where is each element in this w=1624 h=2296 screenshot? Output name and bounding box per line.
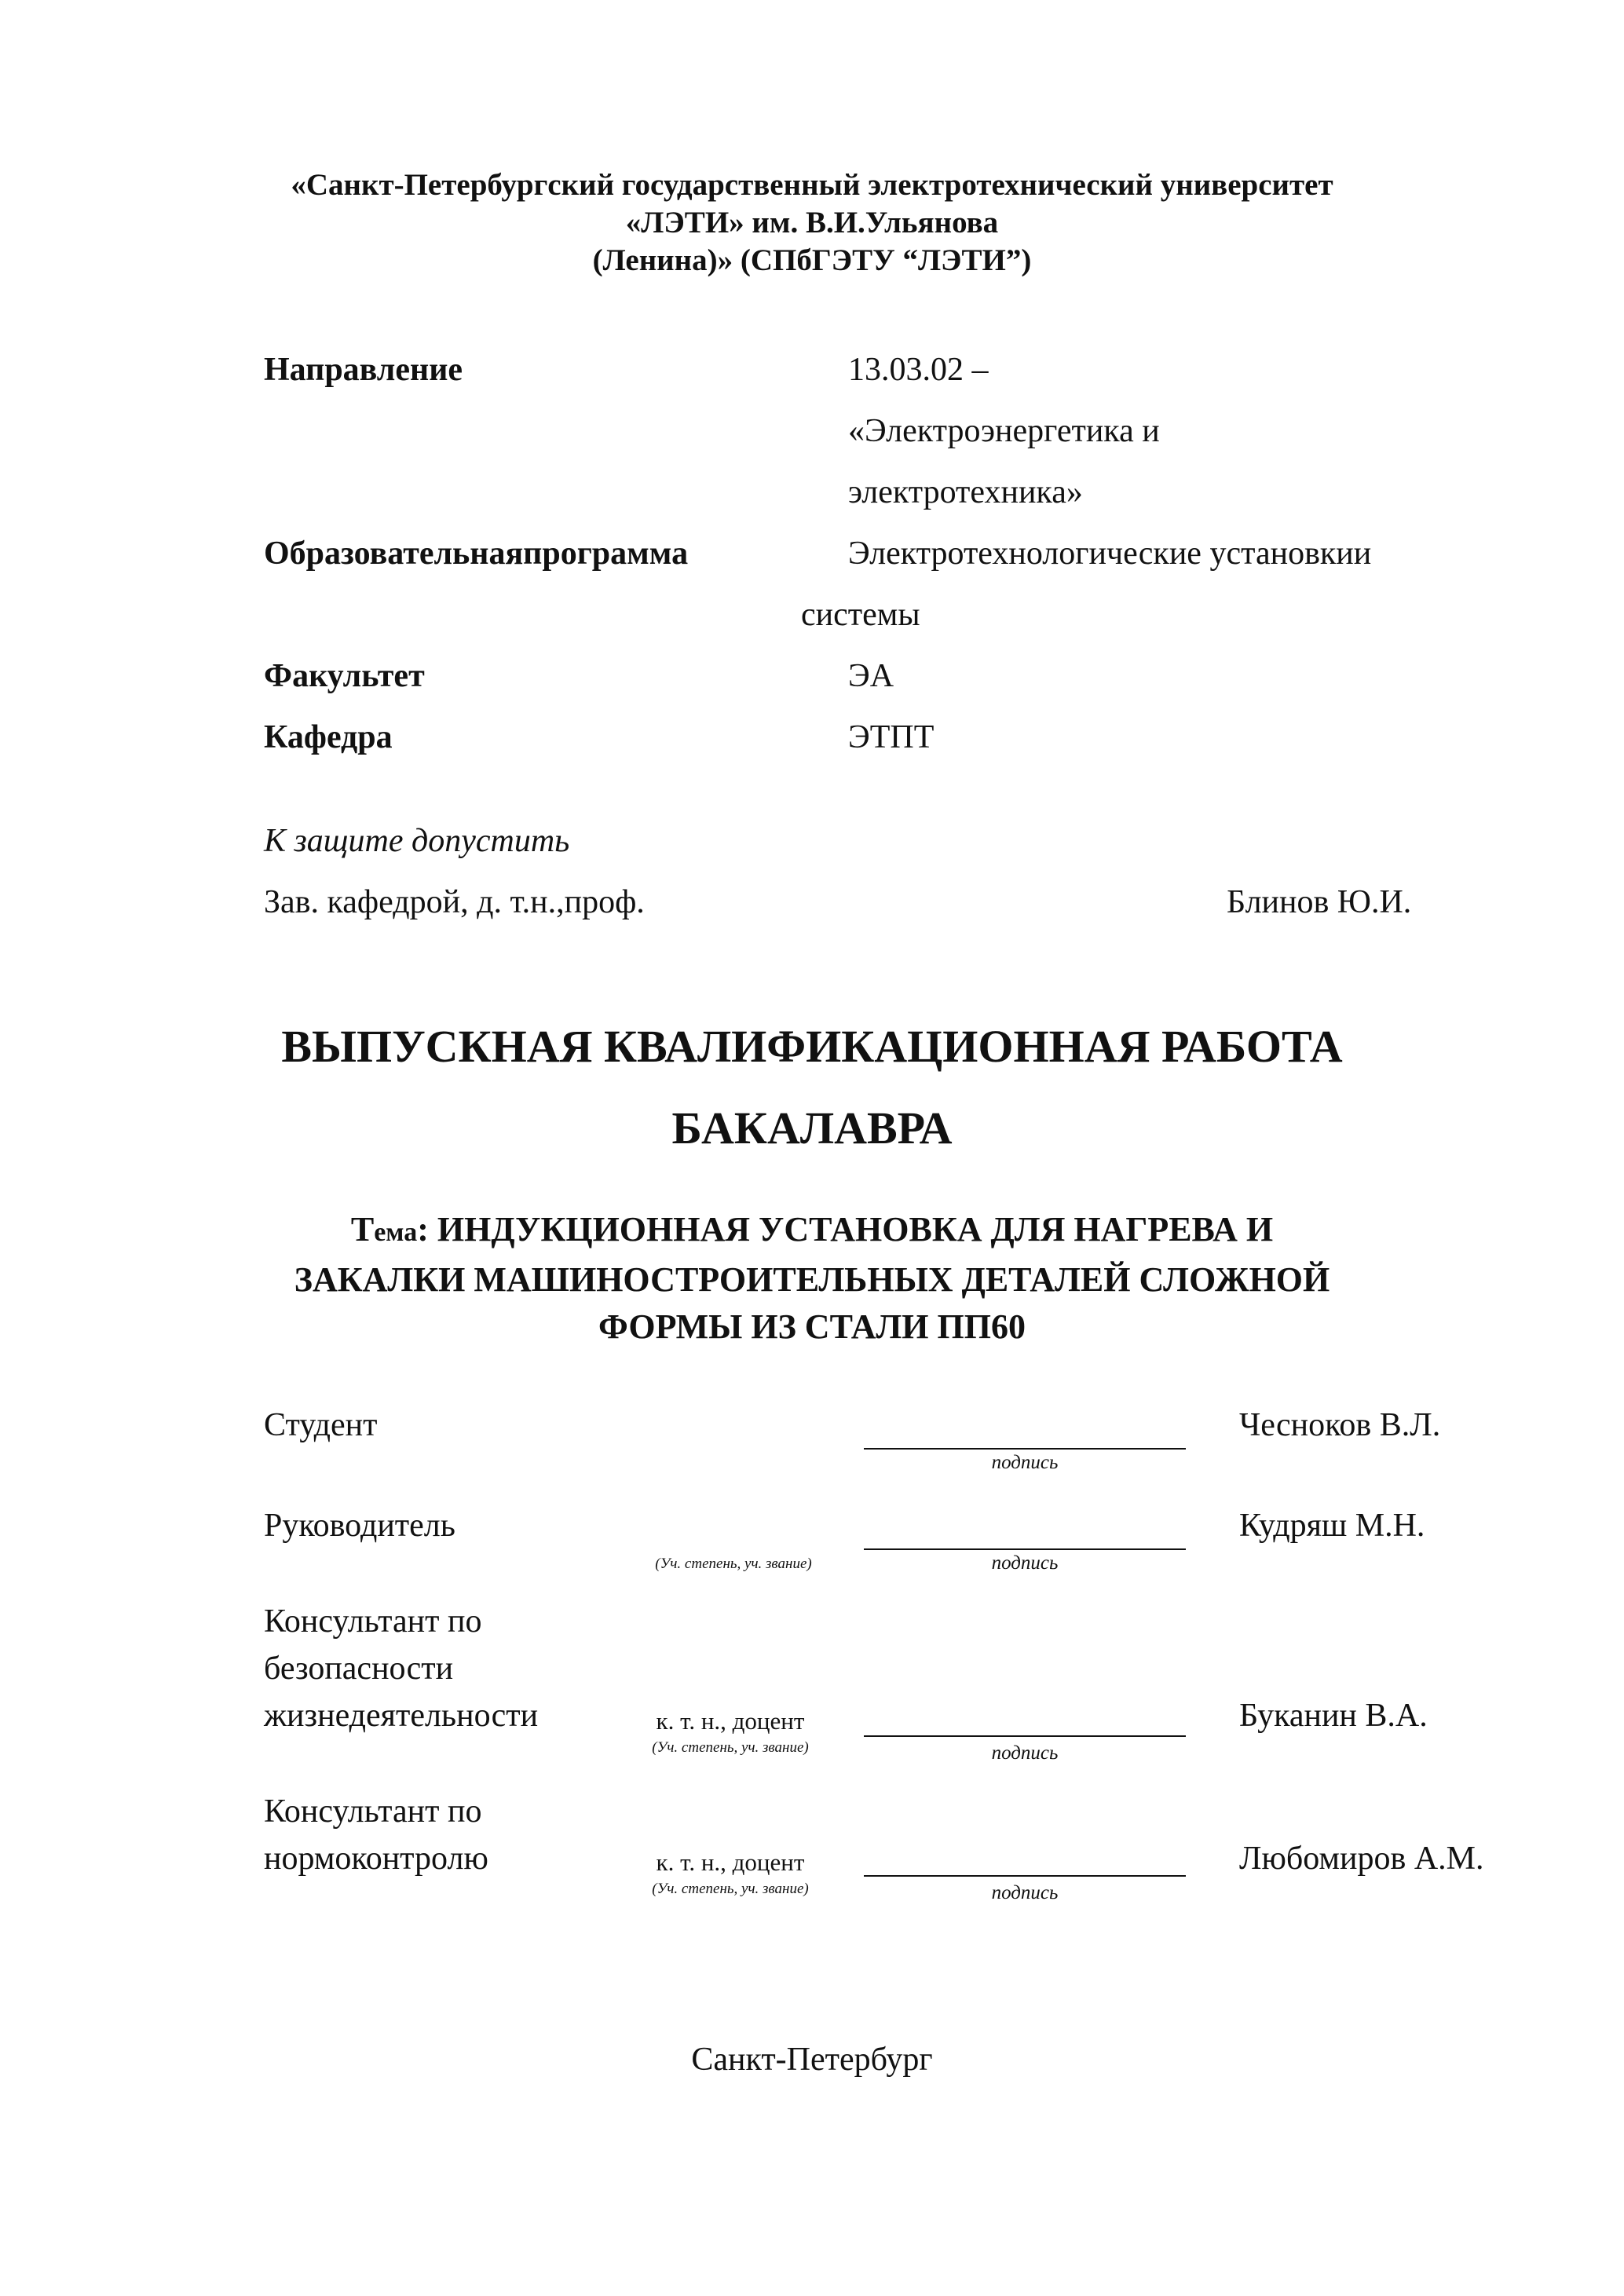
student-name: Чесноков В.Л. (1239, 1407, 1441, 1443)
direction-value-2: «Электроэнергетика и (848, 413, 1160, 449)
norm-consultant-role-1: Консультант по (264, 1793, 482, 1830)
program-label: Образовательнаяпрограмма (264, 536, 689, 572)
department-label: Кафедра (264, 719, 393, 755)
direction-value-3: электротехника» (848, 474, 1083, 510)
topic-prefix-rest: ема (374, 1218, 418, 1247)
program-value-1: Электротехнологические установкии (848, 536, 1372, 572)
topic-line-1-text: ИНДУКЦИОННАЯ УСТАНОВКА ДЛЯ НАГРЕВА И (437, 1210, 1274, 1249)
safety-consultant-signature-line (864, 1735, 1186, 1737)
topic-line-3: ФОРМЫ ИЗ СТАЛИ ПП60 (598, 1307, 1026, 1346)
norm-consultant-degree: к. т. н., доцент (656, 1848, 805, 1876)
topic-line-2: ЗАКАЛКИ МАШИНОСТРОИТЕЛЬНЫХ ДЕТАЛЕЙ СЛОЖНОЙ (294, 1260, 1330, 1299)
topic (0, 1206, 1624, 1351)
norm-consultant-role-2: нормоконтролю (264, 1841, 488, 1877)
department-head-name: Блинов Ю.И. (1227, 884, 1412, 920)
safety-consultant-name: Буканин В.А. (1239, 1698, 1428, 1734)
university-line-1: «Санкт-Петербургский государственный электротехнический университет (291, 168, 1333, 202)
norm-consultant-name: Любомиров А.М. (1239, 1841, 1484, 1877)
department-value: ЭТПТ (848, 719, 935, 755)
norm-consultant-degree-caption: (Уч. степень, уч. звание) (652, 1881, 809, 1897)
direction-label: Направление (264, 352, 463, 388)
work-title-line-1: ВЫПУСКНАЯ КВАЛИФИКАЦИОННАЯ РАБОТА (281, 1021, 1343, 1072)
city: Санкт-Петербург (691, 2042, 933, 2078)
topic-line-1 (0, 1206, 1624, 1256)
supervisor-signature-caption: подпись (991, 1552, 1059, 1574)
work-title-line-2: БАКАЛАВРА (671, 1102, 953, 1153)
safety-consultant-degree: к. т. н., доцент (656, 1707, 805, 1735)
admission-label: К защите допустить (264, 823, 570, 859)
supervisor-signature-line (864, 1548, 1186, 1550)
topic-prefix-cap: Т (350, 1210, 375, 1249)
faculty-label: Факультет (264, 658, 425, 694)
supervisor-role: Руководитель (264, 1508, 455, 1544)
direction-value-1: 13.03.02 – (848, 352, 989, 388)
supervisor-degree-caption: (Уч. степень, уч. звание) (655, 1556, 812, 1572)
department-head-title: Зав. кафедрой, д. т.н.,проф. (264, 884, 645, 920)
student-signature-line (864, 1448, 1186, 1450)
safety-consultant-role-2: безопасности (264, 1651, 454, 1687)
faculty-value: ЭА (848, 658, 894, 694)
student-signature-caption: подпись (991, 1452, 1059, 1473)
university-line-3: (Ленина)» (СПбГЭТУ “ЛЭТИ”) (592, 243, 1032, 277)
norm-consultant-signature-line (864, 1875, 1186, 1877)
university-line-2: «ЛЭТИ» им. В.И.Ульянова (625, 206, 999, 239)
safety-consultant-degree-caption: (Уч. степень, уч. звание) (652, 1739, 809, 1756)
topic-prefix-colon: : (417, 1210, 429, 1249)
university-header (0, 166, 1624, 280)
safety-consultant-role-1: Консультант по (264, 1603, 482, 1640)
student-role: Студент (264, 1407, 378, 1443)
safety-consultant-signature-caption: подпись (991, 1742, 1059, 1764)
norm-consultant-signature-caption: подпись (991, 1882, 1059, 1903)
safety-consultant-role-3: жизнедеятельности (264, 1698, 539, 1734)
supervisor-name: Кудряш М.Н. (1239, 1508, 1425, 1544)
program-value-2: системы (801, 597, 920, 633)
